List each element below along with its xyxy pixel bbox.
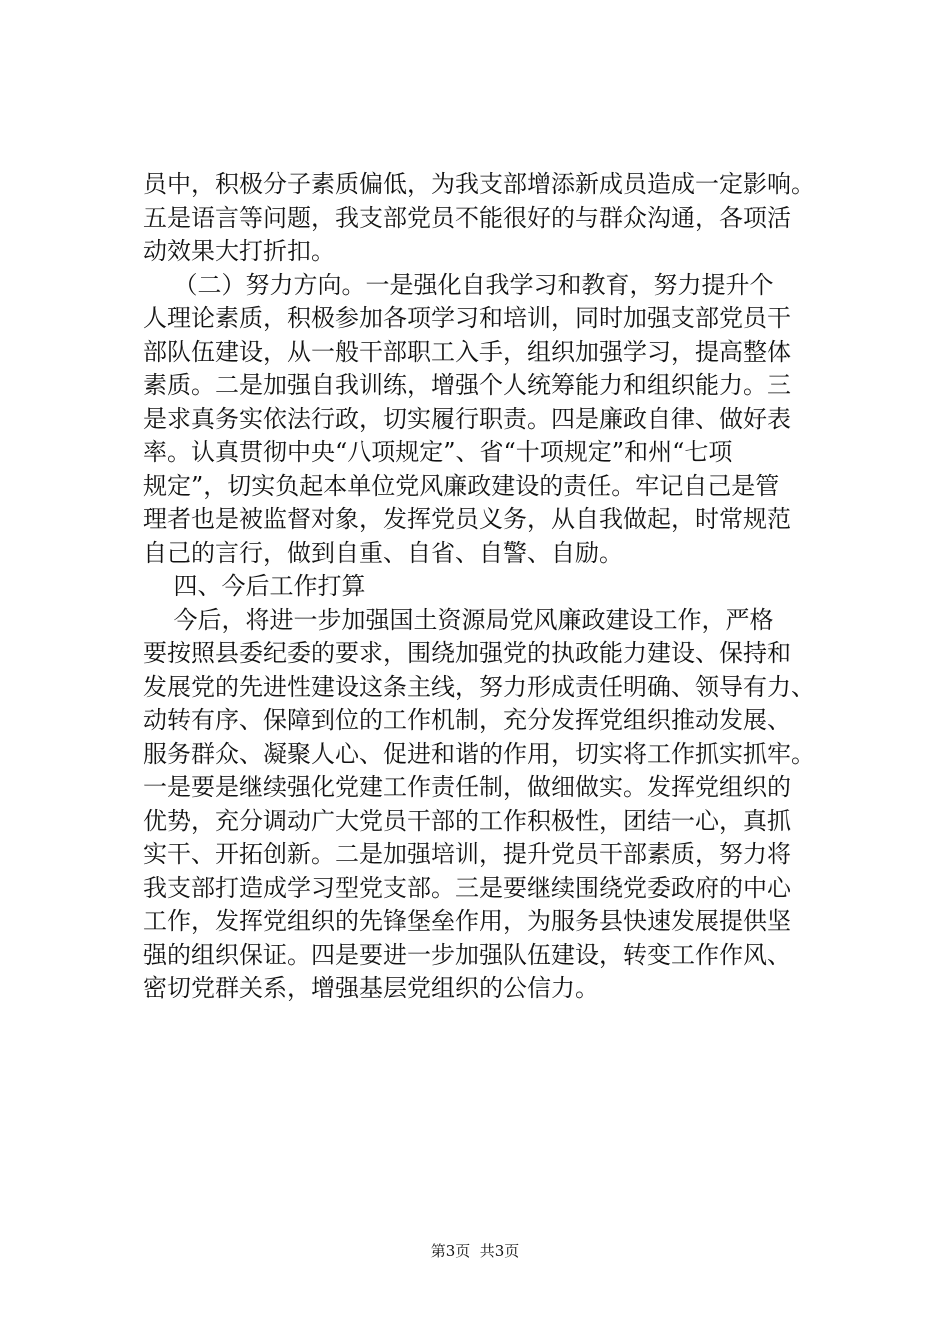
text-line: 一是要是继续强化党建工作责任制，做细做实。发挥党组织的 <box>143 773 791 801</box>
text-line: 发展党的先进性建设这条主线，努力形成责任明确、领导有力、 <box>143 672 815 701</box>
text-line: 实干、开拓创新。二是加强培训，提升党员干部素质，努力将 <box>143 840 791 868</box>
text-line: 今后，将进一步加强国土资源局党风廉政建设工作，严格 <box>143 605 774 634</box>
page-footer <box>0 1241 950 1261</box>
text-line: 素质。二是加强自我训练，增强个人统筹能力和组织能力。三 <box>143 371 791 399</box>
text-line: 动效果大打折扣。 <box>143 237 335 265</box>
document-body <box>143 168 843 1006</box>
text-line: 理者也是被监督对象，发挥党员义务，从自我做起，时常规范 <box>143 505 791 533</box>
text-line: 四、今后工作打算 <box>143 572 366 600</box>
text-line: 我支部打造成学习型党支部。三是要继续围绕党委政府的中心 <box>143 873 791 902</box>
page-number-label: 第3页 共3页 <box>430 1242 520 1260</box>
text-line: 要按照县委纪委的要求，围绕加强党的执政能力建设、保持和 <box>143 639 791 667</box>
text-line: 率。认真贯彻中央“八项规定”、省“十项规定”和州“七项 <box>143 438 733 466</box>
text-line: 优势，充分调动广大党员干部的工作积极性，团结一心，真抓 <box>143 806 791 835</box>
text-line: 服务群众、凝聚人心、促进和谐的作用，切实将工作抓实抓牢。 <box>143 739 815 768</box>
text-line: 员中，积极分子素质偏低，为我支部增添新成员造成一定影响。 <box>143 170 815 198</box>
text-line: 自己的言行，做到自重、自省、自警、自励。 <box>143 538 623 567</box>
text-line: 部队伍建设，从一般干部职工入手，组织加强学习，提高整体 <box>143 337 791 366</box>
text-line: 五是语言等问题，我支部党员不能很好的与群众沟通，各项活 <box>143 203 791 232</box>
text-line: 是求真务实依法行政，切实履行职责。四是廉政自律、做好表 <box>143 404 791 433</box>
text-line: 密切党群关系，增强基层党组织的公信力。 <box>143 974 599 1002</box>
text-line: 强的组织保证。四是要进一步加强队伍建设，转变工作作风、 <box>143 940 791 969</box>
text-line: 动转有序、保障到位的工作机制，充分发挥党组织推动发展、 <box>143 706 791 734</box>
text-line: 人理论素质，积极参加各项学习和培训，同时加强支部党员干 <box>143 304 791 332</box>
text-line: 规定”，切实负起本单位党风廉政建设的责任。牢记自己是管 <box>143 471 780 500</box>
text-line: 工作，发挥党组织的先锋堡垒作用，为服务县快速发展提供坚 <box>143 907 791 935</box>
text-line: （二）努力方向。一是强化自我学习和教育，努力提升个 <box>143 270 774 299</box>
